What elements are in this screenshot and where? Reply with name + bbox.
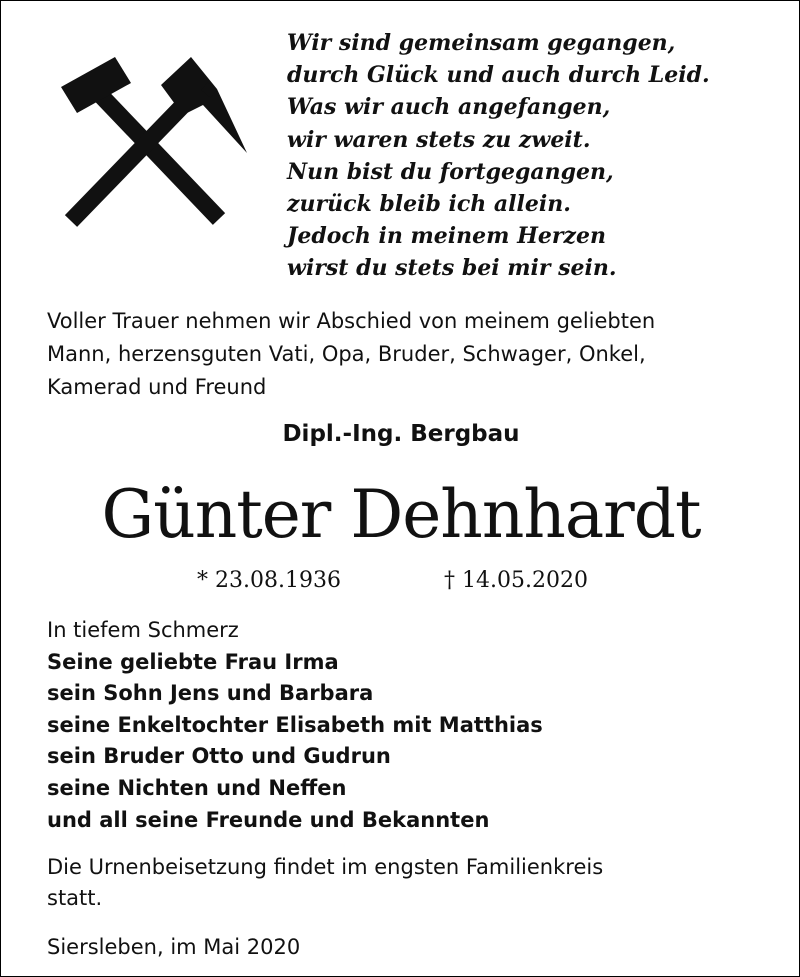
farewell-intro xyxy=(47,305,767,404)
poem-line: wir waren stets zu zweit. xyxy=(287,126,591,153)
notice-line: statt. xyxy=(47,886,103,910)
mourner-entry: Seine geliebte Frau Irma xyxy=(47,649,339,674)
deceased-name: Günter Dehnhardt xyxy=(101,476,701,553)
poem-line: Nun bist du fortgegangen, xyxy=(287,158,614,185)
poem-line: zurück bleib ich allein. xyxy=(287,191,571,218)
mourner-entry: und all seine Freunde und Bekannten xyxy=(47,807,490,832)
birth-date: * 23.08.1936 xyxy=(197,568,341,593)
intro-line: Voller Trauer nehmen wir Abschied von meinem geliebten xyxy=(47,309,656,333)
burial-notice xyxy=(47,852,767,914)
poem xyxy=(287,27,767,285)
mourner-entry: sein Sohn Jens und Barbara xyxy=(47,681,374,706)
mourner-entry: sein Bruder Otto und Gudrun xyxy=(47,744,391,769)
intro-line: Kamerad und Freund xyxy=(47,375,267,399)
mourner-entry: seine Nichten und Neffen xyxy=(47,775,347,800)
poem-line: Was wir auch angefangen, xyxy=(287,94,611,121)
intro-line: Mann, herzensguten Vati, Opa, Bruder, Schwager, Onkel, xyxy=(47,342,646,366)
mourners-list xyxy=(47,615,767,836)
mourner-entry: seine Enkeltochter Elisabeth mit Matthias xyxy=(47,712,543,737)
place-and-date: Siersleben, im Mai 2020 xyxy=(47,935,301,959)
deceased-title: Dipl.-Ing. Bergbau xyxy=(282,421,520,447)
hammer-and-pick-icon xyxy=(53,55,253,235)
death-date: † 14.05.2020 xyxy=(444,568,588,593)
life-dates xyxy=(1,565,800,597)
poem-line: Jedoch in meinem Herzen xyxy=(287,223,606,250)
mourners-intro: In tiefem Schmerz xyxy=(47,618,239,642)
poem-line: Wir sind gemeinsam gegangen, xyxy=(287,30,676,56)
poem-line: wirst du stets bei mir sein. xyxy=(287,255,617,282)
poem-line: durch Glück und auch durch Leid. xyxy=(287,62,710,89)
notice-line: Die Urnenbeisetzung findet im engsten Familienkreis xyxy=(47,855,604,879)
